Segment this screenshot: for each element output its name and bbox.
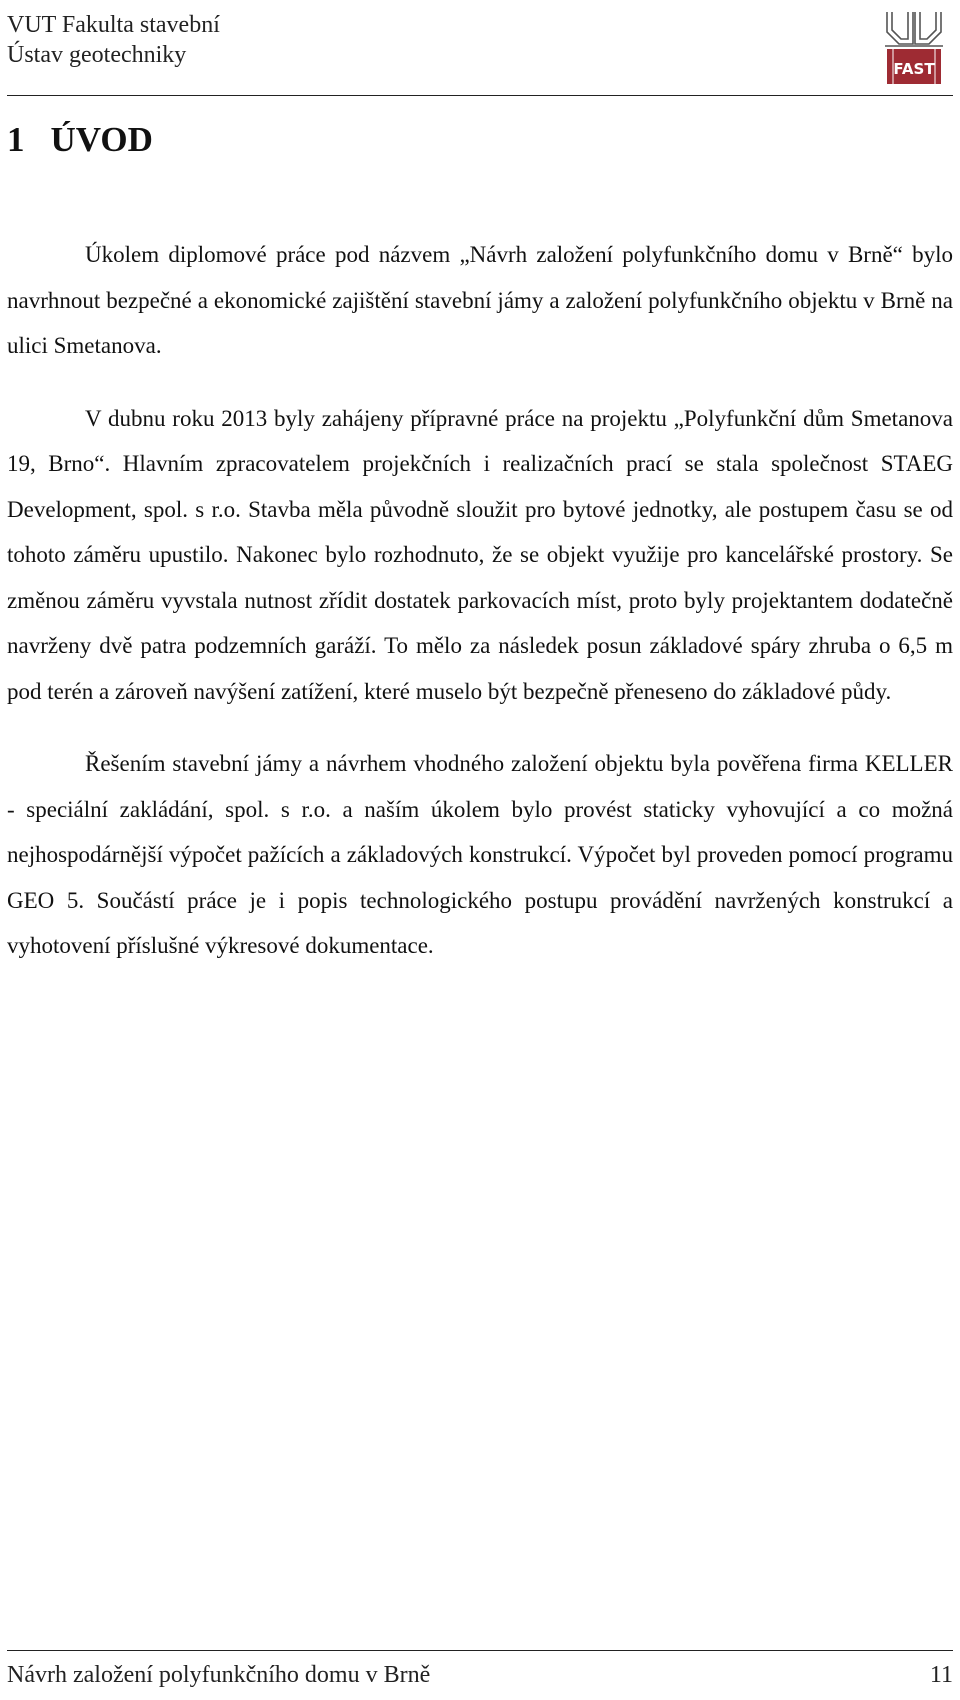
page-number: 11	[929, 1662, 953, 1688]
paragraph-project-history: V dubnu roku 2013 byly zahájeny přípravné práce na projektu „Polyfunkční dům Smetanova 19, Brno“. Hlavním zpracovatelem projekčních i realizačních prací se stala společnost STAEG Development, spol. s r.o. Stavba měla původně sloužit pro bytové jednotky, ale postupem času se od tohoto záměru upustilo. Nakonec bylo rozhodnuto, že se objekt využije pro kancelářské prostory. Se změnou záměru vyvstala nutnost zřídit dostatek parkovacích míst, proto byly projektantem dodatečně navrženy dvě patra podzemních garáží. To mělo za následek posun základové spáry zhruba o 6,5 m pod terén a zároveň navýšení zatížení, které muselo být bezpečně přeneseno do základové půdy.	[7, 405, 953, 704]
chapter-heading	[7, 118, 153, 162]
header-divider	[7, 95, 953, 96]
header-institution: VUT Fakulta stavební	[7, 12, 220, 38]
chapter-title: ÚVOD	[50, 120, 153, 159]
footer-title: Návrh založení polyfunkčního domu v Brně	[7, 1662, 431, 1688]
logo-text: FAST	[893, 60, 935, 78]
paragraph-intro: Úkolem diplomové práce pod názvem „Návrh založení polyfunkčního domu v Brně“ bylo navrhnout bezpečné a ekonomické zajištění stavební jámy a založení polyfunkčního objektu v Brně na ulici Smetanova.	[7, 242, 953, 358]
paragraph-thesis-scope: Řešením stavební jámy a návrhem vhodného založení objektu byla pověřena firma KELLER - speciální zakládání, spol. s r.o. a naším úkolem bylo provést staticky vyhovující a co možná nejhospodárnější výpočet pažících a základových konstrukcí. Výpočet byl proveden pomocí programu GEO 5. Součástí práce je i popis technologického postupu provádění navržených konstrukcí a vyhotovení příslušné výkresové dokumentace.	[7, 751, 953, 958]
chapter-number: 1	[7, 120, 25, 159]
footer-divider	[7, 1650, 953, 1651]
page-header	[7, 10, 953, 95]
vut-fast-logo-icon	[885, 10, 943, 86]
header-department: Ústav geotechniky	[7, 42, 187, 68]
page-footer	[7, 1650, 953, 1690]
body-text	[7, 232, 953, 996]
